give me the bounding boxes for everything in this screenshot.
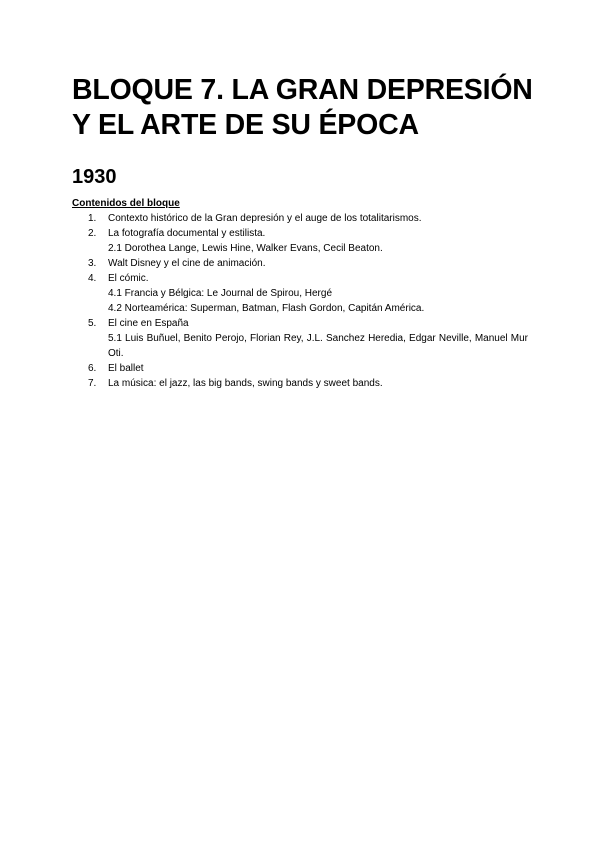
- page-title: BLOQUE 7. LA GRAN DEPRESIÓN Y EL ARTE DE SU ÉPOCA: [72, 74, 533, 141]
- item-text: La fotografía documental y estilista.: [108, 228, 266, 239]
- list-item: [88, 271, 528, 316]
- contents-list: [88, 211, 528, 391]
- item-number: 3.: [88, 258, 97, 269]
- sub-item: 4.2 Norteamérica: Superman, Batman, Flash Gordon, Capitán América.: [108, 303, 425, 314]
- sub-item: 5.1 Luis Buñuel, Benito Perojo, Florian Rey, J.L. Sanchez Heredia, Edgar Neville, Manuel Mur Oti.: [108, 333, 528, 359]
- item-number: 7.: [88, 378, 97, 389]
- list-item: [88, 256, 528, 271]
- item-number: 1.: [88, 213, 97, 224]
- item-number: 6.: [88, 363, 97, 374]
- list-item: [88, 361, 528, 376]
- item-text: Walt Disney y el cine de animación.: [108, 258, 266, 269]
- list-item: [88, 316, 528, 361]
- item-text: El cine en España: [108, 318, 189, 329]
- item-number: 2.: [88, 228, 97, 239]
- sub-item: 2.1 Dorothea Lange, Lewis Hine, Walker Evans, Cecil Beaton.: [108, 243, 383, 254]
- year-heading: 1930: [72, 166, 117, 188]
- sub-item: 4.1 Francia y Bélgica: Le Journal de Spirou, Hergé: [108, 288, 333, 299]
- item-text: La música: el jazz, las big bands, swing bands y sweet bands.: [108, 378, 383, 389]
- item-number: 5.: [88, 318, 97, 329]
- item-number: 4.: [88, 273, 97, 284]
- item-text: El ballet: [108, 363, 144, 374]
- item-text: Contexto histórico de la Gran depresión y el auge de los totalitarismos.: [108, 213, 422, 224]
- section-label: Contenidos del bloque: [72, 198, 180, 209]
- list-item: [88, 211, 528, 226]
- list-item: [88, 376, 528, 391]
- item-text: El cómic.: [108, 273, 149, 284]
- list-item: [88, 226, 528, 256]
